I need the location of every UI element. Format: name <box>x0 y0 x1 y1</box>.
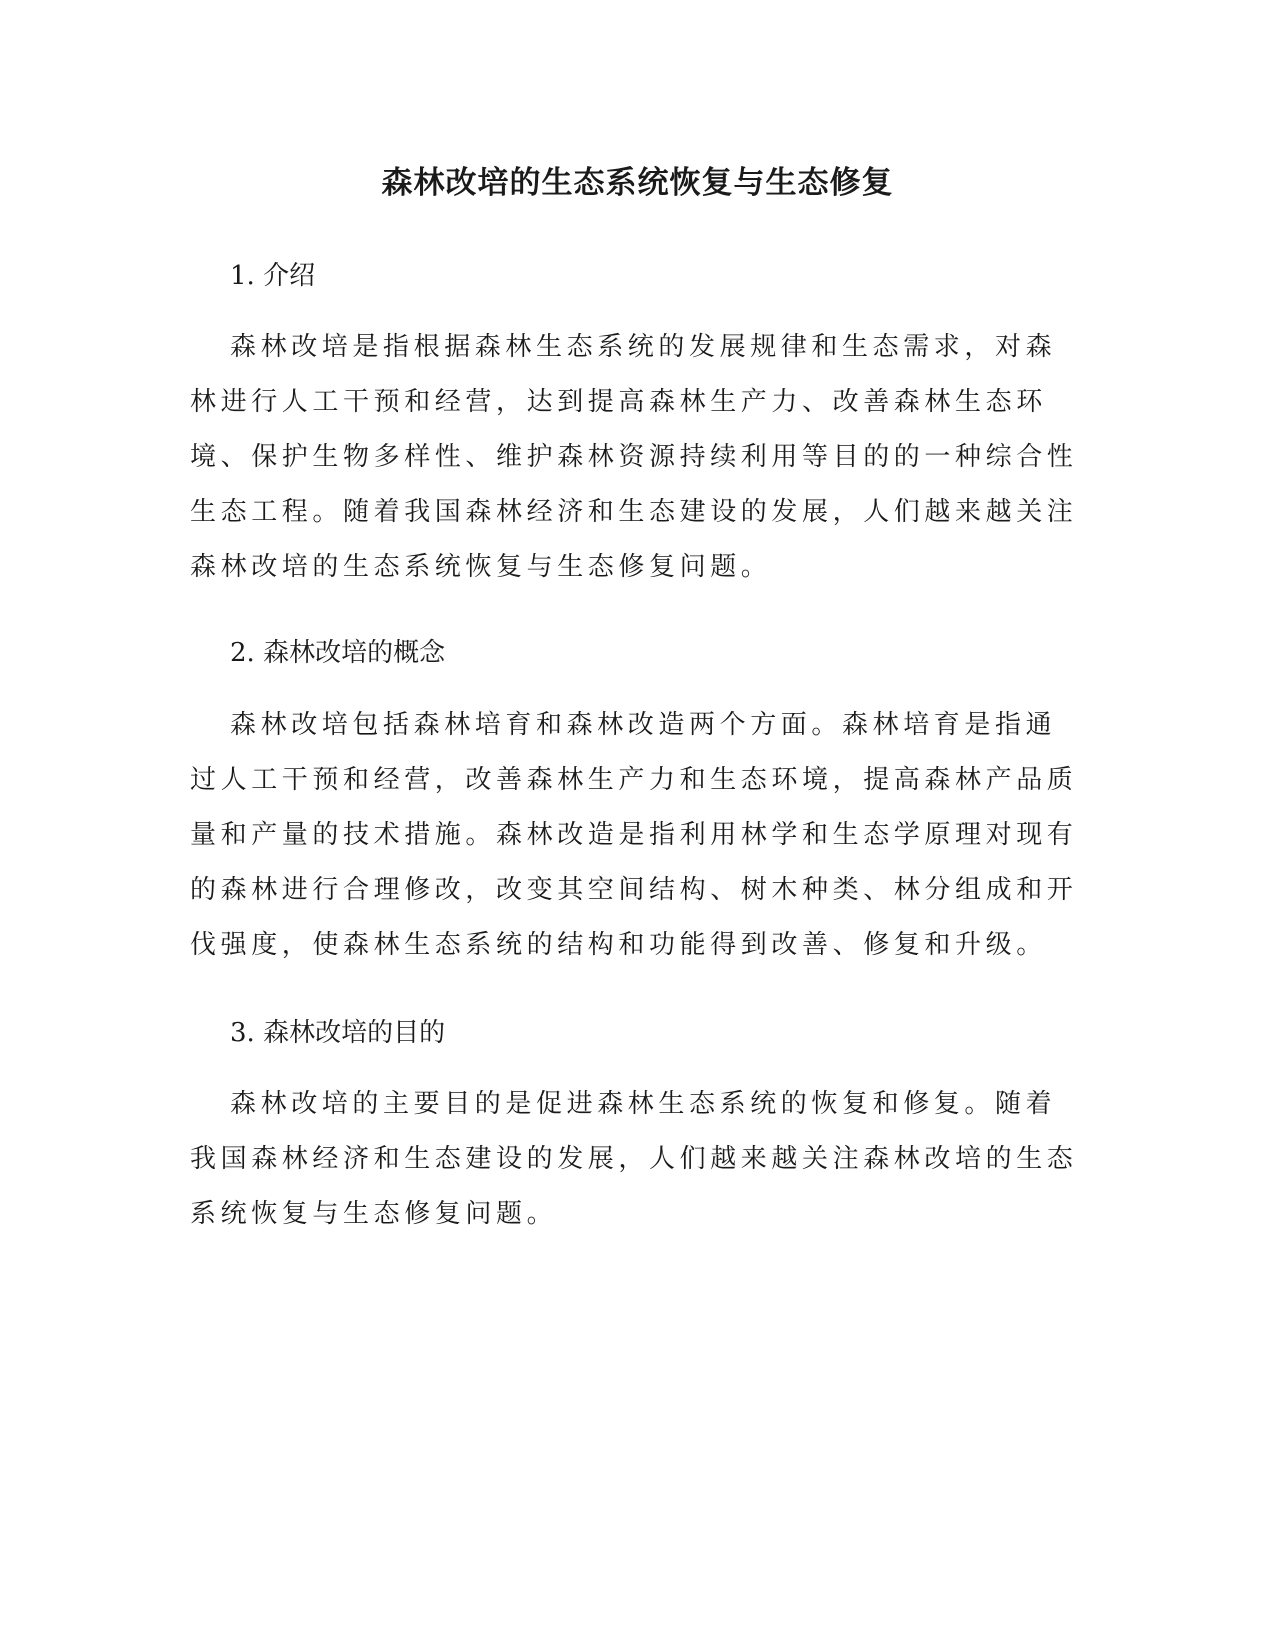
document-title: 森林改培的生态系统恢复与生态修复 <box>381 165 894 201</box>
section-heading-purpose: 3. 森林改培的目的 <box>230 1018 446 1048</box>
section-paragraph-intro: 森林改培是指根据森林生态系统的发展规律和生态需求，对森林进行人工干预和经营，达到提高森林生产力、改善森林生态环境、保护生物多样性、维护森林资源持续利用等目的的一种综合性生态工程。随着我国森林经济和生态建设的发展，人们越来越关注森林改培的生态系统恢复与生态修复问题。 <box>190 332 1078 582</box>
section-heading-concept: 2. 森林改培的概念 <box>230 638 446 668</box>
section-heading-intro: 1. 介绍 <box>230 261 316 291</box>
section-paragraph-purpose: 森林改培的主要目的是促进森林生态系统的恢复和修复。随着我国森林经济和生态建设的发展，人们越来越关注森林改培的生态系统恢复与生态修复问题。 <box>190 1089 1078 1229</box>
section-paragraph-concept: 森林改培包括森林培育和森林改造两个方面。森林培育是指通过人工干预和经营，改善森林生产力和生态环境，提高森林产品质量和产量的技术措施。森林改造是指利用林学和生态学原理对现有的森林进行合理修改，改变其空间结构、树木种类、林分组成和开伐强度，使森林生态系统的结构和功能得到改善、修复和升级。 <box>190 710 1078 960</box>
